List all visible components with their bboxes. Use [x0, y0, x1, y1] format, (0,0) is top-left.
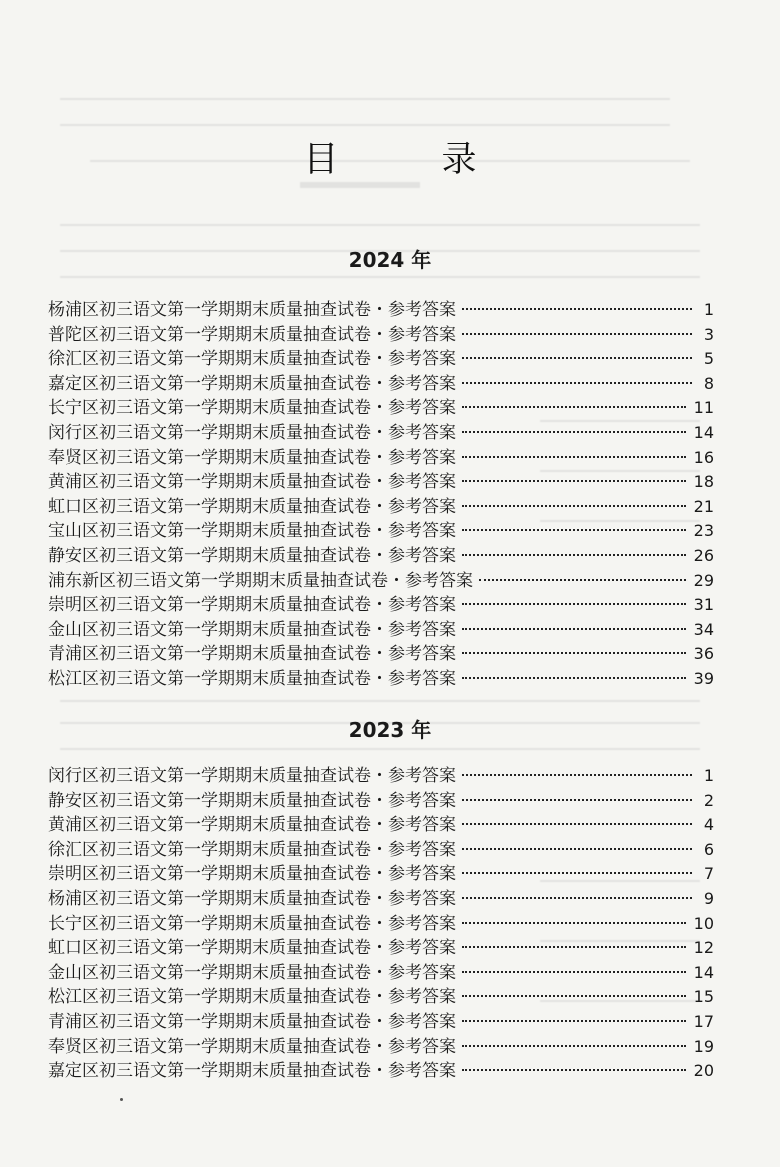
toc-entry[interactable]	[48, 642, 714, 667]
dot-leader	[462, 628, 686, 630]
toc-entry-title: 青浦区初三语文第一学期期末质量抽查试卷・参考答案	[48, 1011, 456, 1032]
dot-leader	[479, 579, 686, 581]
toc-entry-page-number: 20	[693, 1061, 714, 1081]
toc-entry-title: 静安区初三语文第一学期期末质量抽查试卷・参考答案	[48, 545, 456, 566]
toc-entry-page-number: 18	[693, 472, 714, 492]
toc-entry-title: 虹口区初三语文第一学期期末质量抽查试卷・参考答案	[48, 938, 456, 959]
toc-entry-page-number: 1	[703, 300, 714, 319]
dot-leader	[462, 652, 686, 654]
toc-entry-title: 虹口区初三语文第一学期期末质量抽查试卷・参考答案	[48, 496, 456, 517]
dot-leader	[462, 505, 686, 507]
toc-entry[interactable]	[48, 961, 714, 986]
stray-ink-mark	[120, 1098, 123, 1101]
toc-entry[interactable]	[48, 421, 714, 446]
dot-leader	[462, 922, 686, 924]
dot-leader	[462, 872, 692, 874]
toc-entry-title: 金山区初三语文第一学期期末质量抽查试卷・参考答案	[48, 962, 456, 983]
toc-entry-title: 闵行区初三语文第一学期期末质量抽查试卷・参考答案	[48, 422, 456, 443]
toc-entry[interactable]	[48, 396, 714, 421]
toc-entry-title: 嘉定区初三语文第一学期期末质量抽查试卷・参考答案	[48, 1061, 456, 1082]
toc-entry-title: 奉贤区初三语文第一学期期末质量抽查试卷・参考答案	[48, 1036, 456, 1057]
toc-entry[interactable]	[48, 470, 714, 495]
toc-entry[interactable]	[48, 495, 714, 520]
toc-entry[interactable]	[48, 347, 714, 372]
toc-entry-page-number: 7	[703, 864, 714, 884]
toc-entry-title: 崇明区初三语文第一学期期末质量抽查试卷・参考答案	[48, 595, 456, 616]
section-heading-2023: 2023 年	[348, 718, 432, 742]
toc-entry-page-number: 8	[703, 373, 714, 393]
toc-entry[interactable]	[48, 912, 714, 937]
toc-entry-title: 金山区初三语文第一学期期末质量抽查试卷・参考答案	[48, 619, 456, 640]
toc-entry-title: 长宁区初三语文第一学期期末质量抽查试卷・参考答案	[48, 398, 456, 419]
dot-leader	[462, 1045, 686, 1047]
page-title: 目 录	[303, 140, 523, 180]
toc-entry-page-number: 12	[693, 938, 714, 958]
toc-entry-page-number: 3	[703, 324, 714, 344]
toc-entry-page-number: 1	[703, 766, 714, 785]
toc-entry[interactable]	[48, 1010, 714, 1035]
toc-entry[interactable]	[48, 764, 714, 789]
toc-entry[interactable]	[48, 372, 714, 397]
dot-leader	[462, 946, 686, 948]
toc-entry-page-number: 21	[693, 496, 714, 516]
dot-leader	[462, 774, 692, 776]
toc-entry-page-number: 9	[703, 888, 714, 908]
toc-entry-page-number: 14	[693, 962, 714, 982]
toc-entry-title: 徐汇区初三语文第一学期期末质量抽查试卷・参考答案	[48, 839, 456, 860]
toc-entry[interactable]	[48, 887, 714, 912]
dot-leader	[462, 897, 692, 899]
dot-leader	[462, 357, 692, 359]
toc-entry[interactable]	[48, 618, 714, 643]
dot-leader	[462, 823, 692, 825]
toc-entry[interactable]	[48, 789, 714, 814]
toc-entry-title: 松江区初三语文第一学期期末质量抽查试卷・参考答案	[48, 668, 456, 689]
toc-entry[interactable]	[48, 838, 714, 863]
toc-entry[interactable]	[48, 862, 714, 887]
dot-leader	[462, 1069, 686, 1071]
toc-entry-title: 普陀区初三语文第一学期期末质量抽查试卷・参考答案	[48, 324, 456, 345]
toc-entry[interactable]	[48, 936, 714, 961]
toc-entry-title: 静安区初三语文第一学期期末质量抽查试卷・参考答案	[48, 790, 456, 811]
toc-entry-page-number: 26	[693, 545, 714, 565]
toc-entry[interactable]	[48, 985, 714, 1010]
toc-entry-page-number: 14	[693, 422, 714, 442]
dot-leader	[462, 971, 686, 973]
toc-entry-page-number: 6	[703, 839, 714, 859]
toc-entry-page-number: 2	[703, 790, 714, 810]
dot-leader	[462, 480, 686, 482]
toc-entry-title: 浦东新区初三语文第一学期期末质量抽查试卷・参考答案	[48, 570, 473, 591]
dot-leader	[462, 1020, 686, 1022]
toc-entry-title: 崇明区初三语文第一学期期末质量抽查试卷・参考答案	[48, 864, 456, 885]
dot-leader	[462, 677, 686, 679]
toc-entry-title: 长宁区初三语文第一学期期末质量抽查试卷・参考答案	[48, 913, 456, 934]
toc-entry[interactable]	[48, 593, 714, 618]
toc-entry-title: 青浦区初三语文第一学期期末质量抽查试卷・参考答案	[48, 644, 456, 665]
toc-entry-page-number: 11	[693, 398, 714, 418]
toc-entry-page-number: 36	[693, 644, 714, 664]
toc-entry-page-number: 17	[693, 1011, 714, 1031]
toc-list-2024	[48, 298, 714, 692]
toc-list-2023	[48, 764, 714, 1084]
toc-entry[interactable]	[48, 813, 714, 838]
toc-entry-title: 杨浦区初三语文第一学期期末质量抽查试卷・参考答案	[48, 300, 456, 320]
dot-leader	[462, 848, 692, 850]
dot-leader	[462, 333, 692, 335]
toc-entry-title: 黄浦区初三语文第一学期期末质量抽查试卷・参考答案	[48, 815, 456, 836]
toc-entry[interactable]	[48, 323, 714, 348]
dot-leader	[462, 799, 692, 801]
toc-entry-title: 宝山区初三语文第一学期期末质量抽查试卷・参考答案	[48, 521, 456, 542]
toc-entry[interactable]	[48, 667, 714, 692]
dot-leader	[462, 431, 686, 433]
dot-leader	[462, 382, 692, 384]
dot-leader	[462, 456, 686, 458]
toc-entry-page-number: 15	[693, 987, 714, 1007]
toc-entry-page-number: 29	[693, 570, 714, 590]
toc-entry[interactable]	[48, 519, 714, 544]
toc-entry-title: 闵行区初三语文第一学期期末质量抽查试卷・参考答案	[48, 766, 456, 786]
toc-entry-page-number: 31	[693, 595, 714, 615]
dot-leader	[462, 603, 686, 605]
toc-entry[interactable]	[48, 1035, 714, 1060]
toc-entry-title: 黄浦区初三语文第一学期期末质量抽查试卷・参考答案	[48, 472, 456, 493]
toc-entry-page-number: 34	[693, 619, 714, 639]
toc-entry-page-number: 23	[693, 521, 714, 541]
toc-entry[interactable]	[48, 1059, 714, 1084]
toc-entry-page-number: 19	[693, 1036, 714, 1056]
dot-leader	[462, 554, 686, 556]
dot-leader	[462, 406, 686, 408]
dot-leader	[462, 308, 692, 310]
toc-entry-title: 徐汇区初三语文第一学期期末质量抽查试卷・参考答案	[48, 349, 456, 370]
toc-entry-page-number: 16	[693, 447, 714, 467]
toc-entry[interactable]	[48, 446, 714, 471]
toc-entry[interactable]	[48, 569, 714, 594]
toc-entry-title: 嘉定区初三语文第一学期期末质量抽查试卷・参考答案	[48, 373, 456, 394]
section-heading-2024: 2024 年	[348, 248, 432, 272]
toc-entry-title: 杨浦区初三语文第一学期期末质量抽查试卷・参考答案	[48, 888, 456, 909]
toc-entry[interactable]	[48, 298, 714, 323]
toc-entry-title: 奉贤区初三语文第一学期期末质量抽查试卷・参考答案	[48, 447, 456, 468]
toc-entry-title: 松江区初三语文第一学期期末质量抽查试卷・参考答案	[48, 987, 456, 1008]
dot-leader	[462, 995, 686, 997]
toc-entry-page-number: 10	[693, 913, 714, 933]
dot-leader	[462, 529, 686, 531]
toc-entry[interactable]	[48, 544, 714, 569]
toc-entry-page-number: 5	[703, 349, 714, 369]
toc-entry-page-number: 39	[693, 668, 714, 688]
toc-entry-page-number: 4	[703, 815, 714, 835]
